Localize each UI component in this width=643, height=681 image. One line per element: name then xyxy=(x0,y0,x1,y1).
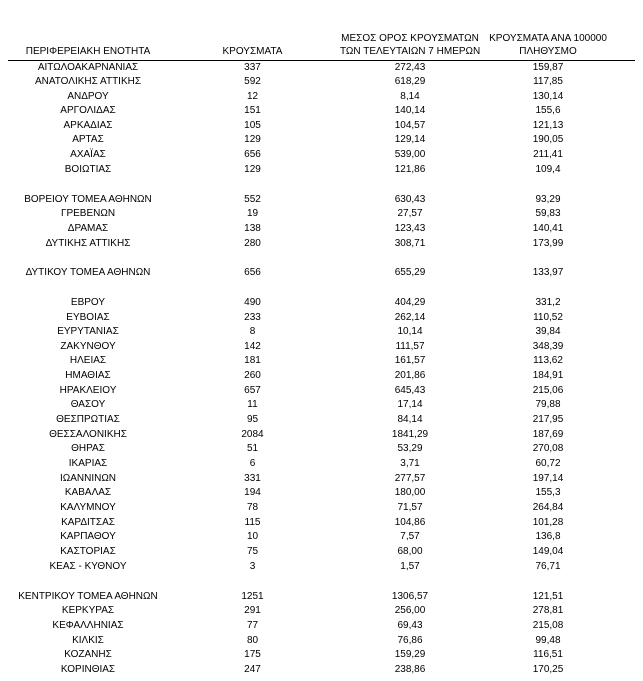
cell-cases: 3 xyxy=(249,561,256,572)
cell-per100k: 170,25 xyxy=(532,664,564,675)
cell-avg7: 8,14 xyxy=(400,91,420,102)
cell-per100k: 39,84 xyxy=(535,326,561,337)
cell-region: ΘΗΡΑΣ xyxy=(71,443,105,454)
cell-per100k: 159,87 xyxy=(532,62,564,73)
header-avg7-line1: ΜΕΣΟΣ ΟΡΟΣ ΚΡΟΥΣΜΑΤΩΝ xyxy=(341,33,479,44)
cell-region: ΕΒΡΟΥ xyxy=(70,297,106,308)
cell-cases: 280 xyxy=(244,238,261,249)
cell-avg7: 7,57 xyxy=(400,531,420,542)
cell-avg7: 1306,57 xyxy=(391,591,429,602)
cell-region: ΑΙΤΩΛΟΑΚΑΡΝΑΝΙΑΣ xyxy=(37,62,139,73)
cell-avg7: 404,29 xyxy=(394,297,426,308)
cell-region: ΚΕΡΚΥΡΑΣ xyxy=(61,605,115,616)
cell-per100k: 133,97 xyxy=(532,267,564,278)
cell-cases: 175 xyxy=(244,649,261,660)
cell-per100k: 110,52 xyxy=(533,312,563,323)
cell-avg7: 129,14 xyxy=(394,134,426,145)
cell-region: ΕΥΒΟΙΑΣ xyxy=(66,312,110,323)
header-cases: ΚΡΟΥΣΜΑΤΑ xyxy=(222,46,283,57)
cell-region: ΔΡΑΜΑΣ xyxy=(67,223,109,234)
cell-per100k: 197,14 xyxy=(532,473,564,484)
cell-avg7: 121,86 xyxy=(394,164,426,175)
cell-avg7: 618,29 xyxy=(394,76,426,87)
cell-avg7: 308,71 xyxy=(394,238,426,249)
cell-cases: 12 xyxy=(246,91,259,102)
cell-per100k: 140,41 xyxy=(532,223,564,234)
cell-avg7: 104,57 xyxy=(394,120,426,131)
cell-cases: 129 xyxy=(244,164,261,175)
cell-region: ΚΕΝΤΡΙΚΟΥ ΤΟΜΕΑ ΑΘΗΝΩΝ xyxy=(18,591,158,602)
cell-region: ΙΚΑΡΙΑΣ xyxy=(68,458,108,469)
cell-per100k: 121,51 xyxy=(532,591,564,602)
cell-per100k: 278,81 xyxy=(532,605,564,616)
cell-region: ΔΥΤΙΚΟΥ ΤΟΜΕΑ ΑΘΗΝΩΝ xyxy=(25,267,151,278)
cell-cases: 592 xyxy=(244,76,261,87)
cell-region: ΘΕΣΠΡΩΤΙΑΣ xyxy=(56,414,120,425)
cell-region: ΚΟΖΑΝΗΣ xyxy=(64,649,112,660)
cell-per100k: 136,8 xyxy=(535,531,561,542)
cell-avg7: 161,57 xyxy=(394,355,426,366)
cell-avg7: 84,14 xyxy=(397,414,423,425)
cell-per100k: 215,08 xyxy=(532,620,564,631)
cell-avg7: 1841,29 xyxy=(391,429,429,440)
cell-avg7: 262,14 xyxy=(394,312,426,323)
cell-per100k: 184,91 xyxy=(532,370,564,381)
cell-region: ΗΛΕΙΑΣ xyxy=(69,355,107,366)
cell-cases: 51 xyxy=(246,443,259,454)
cell-region: ΚΑΡΠΑΘΟΥ xyxy=(60,531,116,542)
cell-avg7: 111,57 xyxy=(395,341,425,352)
cell-avg7: 17,14 xyxy=(397,399,423,410)
cell-region: ΘΕΣΣΑΛΟΝΙΚΗΣ xyxy=(49,429,127,440)
cell-region: ΑΡΚΑΔΙΑΣ xyxy=(63,120,113,131)
cell-per100k: 264,84 xyxy=(532,502,564,513)
header-avg7-line2: ΤΩΝ ΤΕΛΕΥΤΑΙΩΝ 7 ΗΜΕΡΩΝ xyxy=(340,46,481,57)
cell-cases: 19 xyxy=(246,208,259,219)
cell-avg7: 104,86 xyxy=(394,517,426,528)
cell-per100k: 117,85 xyxy=(533,76,563,87)
cell-avg7: 76,86 xyxy=(397,635,423,646)
cell-per100k: 190,05 xyxy=(532,134,564,145)
cell-region: ΚΕΑΣ - ΚΥΘΝΟΥ xyxy=(49,561,127,572)
cell-avg7: 272,43 xyxy=(394,62,426,73)
cell-region: ΑΡΤΑΣ xyxy=(72,134,104,145)
cell-region: ΘΑΣΟΥ xyxy=(70,399,106,410)
cell-region: ΚΕΦΑΛΛΗΝΙΑΣ xyxy=(52,620,124,631)
cell-region: ΒΟΙΩΤΙΑΣ xyxy=(64,164,112,175)
cell-avg7: 159,29 xyxy=(394,649,426,660)
cell-region: ΕΥΡΥΤΑΝΙΑΣ xyxy=(57,326,119,337)
cell-per100k: 187,69 xyxy=(532,429,564,440)
cell-cases: 2084 xyxy=(241,429,264,440)
cell-cases: 129 xyxy=(244,134,261,145)
cell-cases: 1251 xyxy=(241,591,264,602)
cell-cases: 95 xyxy=(246,414,259,425)
cell-avg7: 645,43 xyxy=(394,385,426,396)
cell-region: ΒΟΡΕΙΟΥ ΤΟΜΕΑ ΑΘΗΝΩΝ xyxy=(24,194,152,205)
cell-per100k: 109,4 xyxy=(535,164,561,175)
header-region: ΠΕΡΙΦΕΡΕΙΑΚΗ ΕΝΟΤΗΤΑ xyxy=(25,46,151,57)
cell-cases: 331 xyxy=(244,473,261,484)
cell-per100k: 217,95 xyxy=(532,414,564,425)
cell-cases: 247 xyxy=(244,664,261,675)
cell-cases: 151 xyxy=(244,105,261,116)
cell-per100k: 113,62 xyxy=(533,355,563,366)
cell-avg7: 140,14 xyxy=(394,105,426,116)
cell-cases: 142 xyxy=(244,341,261,352)
cell-per100k: 155,3 xyxy=(535,487,561,498)
cell-avg7: 69,43 xyxy=(397,620,423,631)
cell-per100k: 270,08 xyxy=(532,443,564,454)
cell-per100k: 149,04 xyxy=(532,546,564,557)
cell-cases: 105 xyxy=(244,120,261,131)
cell-per100k: 331,2 xyxy=(535,297,561,308)
cell-avg7: 256,00 xyxy=(394,605,426,616)
cell-per100k: 215,06 xyxy=(532,385,564,396)
cell-region: ΗΡΑΚΛΕΙΟΥ xyxy=(59,385,117,396)
cell-per100k: 79,88 xyxy=(535,399,561,410)
cell-region: ΔΥΤΙΚΗΣ ΑΤΤΙΚΗΣ xyxy=(45,238,131,249)
header-divider xyxy=(8,60,635,61)
cell-region: ΖΑΚΥΝΘΟΥ xyxy=(60,341,116,352)
cell-region: ΑΝΑΤΟΛΙΚΗΣ ΑΤΤΙΚΗΣ xyxy=(34,76,142,87)
cell-per100k: 211,41 xyxy=(533,149,563,160)
cell-region: ΑΡΓΟΛΙΔΑΣ xyxy=(60,105,116,116)
cell-avg7: 71,57 xyxy=(397,502,423,513)
cell-per100k: 348,39 xyxy=(532,341,564,352)
cell-per100k: 99,48 xyxy=(535,635,561,646)
cell-avg7: 630,43 xyxy=(394,194,426,205)
cell-avg7: 238,86 xyxy=(394,664,426,675)
cell-avg7: 123,43 xyxy=(394,223,426,234)
cell-per100k: 59,83 xyxy=(535,208,561,219)
cell-cases: 233 xyxy=(244,312,261,323)
cell-per100k: 155,6 xyxy=(535,105,561,116)
cell-cases: 8 xyxy=(249,326,256,337)
cell-cases: 490 xyxy=(244,297,261,308)
cell-region: ΚΑΒΑΛΑΣ xyxy=(64,487,112,498)
cell-region: ΚΟΡΙΝΘΙΑΣ xyxy=(60,664,116,675)
cell-avg7: 180,00 xyxy=(394,487,426,498)
header-per100k-line1: ΚΡΟΥΣΜΑΤΑ ΑΝΑ 100000 xyxy=(489,33,607,44)
header-per100k-line2: ΠΛΗΘΥΣΜΟ xyxy=(519,46,577,57)
cell-region: ΚΑΡΔΙΤΣΑΣ xyxy=(61,517,115,528)
cell-cases: 6 xyxy=(249,458,256,469)
cell-cases: 657 xyxy=(244,385,261,396)
cell-region: ΑΝΔΡΟΥ xyxy=(67,91,109,102)
cell-cases: 115 xyxy=(244,517,261,528)
cell-cases: 181 xyxy=(244,355,261,366)
cell-cases: 194 xyxy=(244,487,261,498)
cell-cases: 78 xyxy=(246,502,259,513)
cell-cases: 656 xyxy=(244,149,261,160)
cell-cases: 138 xyxy=(244,223,261,234)
cell-cases: 10 xyxy=(246,531,259,542)
cell-cases: 11 xyxy=(247,399,258,410)
cell-per100k: 121,13 xyxy=(532,120,564,131)
cell-avg7: 1,57 xyxy=(400,561,420,572)
cell-cases: 552 xyxy=(244,194,261,205)
cell-per100k: 93,29 xyxy=(535,194,561,205)
cell-per100k: 173,99 xyxy=(532,238,564,249)
cell-region: ΑΧΑΪΑΣ xyxy=(70,149,106,160)
cell-cases: 77 xyxy=(246,620,259,631)
cell-cases: 80 xyxy=(246,635,259,646)
cell-cases: 260 xyxy=(244,370,261,381)
cell-avg7: 68,00 xyxy=(397,546,423,557)
cell-per100k: 116,51 xyxy=(533,649,563,660)
cell-cases: 291 xyxy=(244,605,261,616)
cell-avg7: 277,57 xyxy=(394,473,426,484)
cell-region: ΙΩΑΝΝΙΝΩΝ xyxy=(59,473,117,484)
cell-per100k: 76,71 xyxy=(535,561,561,572)
cell-avg7: 10,14 xyxy=(397,326,423,337)
cell-avg7: 539,00 xyxy=(394,149,426,160)
cell-region: ΚΑΛΥΜΝΟΥ xyxy=(60,502,116,513)
cell-per100k: 101,28 xyxy=(532,517,564,528)
cell-region: ΓΡΕΒΕΝΩΝ xyxy=(60,208,116,219)
cell-avg7: 201,86 xyxy=(394,370,426,381)
cell-per100k: 130,14 xyxy=(532,91,564,102)
cell-cases: 337 xyxy=(244,62,261,73)
cell-cases: 656 xyxy=(244,267,261,278)
cell-region: ΗΜΑΘΙΑΣ xyxy=(65,370,111,381)
cell-cases: 75 xyxy=(246,546,259,557)
cell-avg7: 53,29 xyxy=(397,443,423,454)
cell-avg7: 655,29 xyxy=(394,267,426,278)
cell-avg7: 3,71 xyxy=(400,458,420,469)
cell-region: ΚΙΛΚΙΣ xyxy=(72,635,104,646)
cell-avg7: 27,57 xyxy=(397,208,423,219)
cell-per100k: 60,72 xyxy=(535,458,561,469)
cell-region: ΚΑΣΤΟΡΙΑΣ xyxy=(60,546,116,557)
